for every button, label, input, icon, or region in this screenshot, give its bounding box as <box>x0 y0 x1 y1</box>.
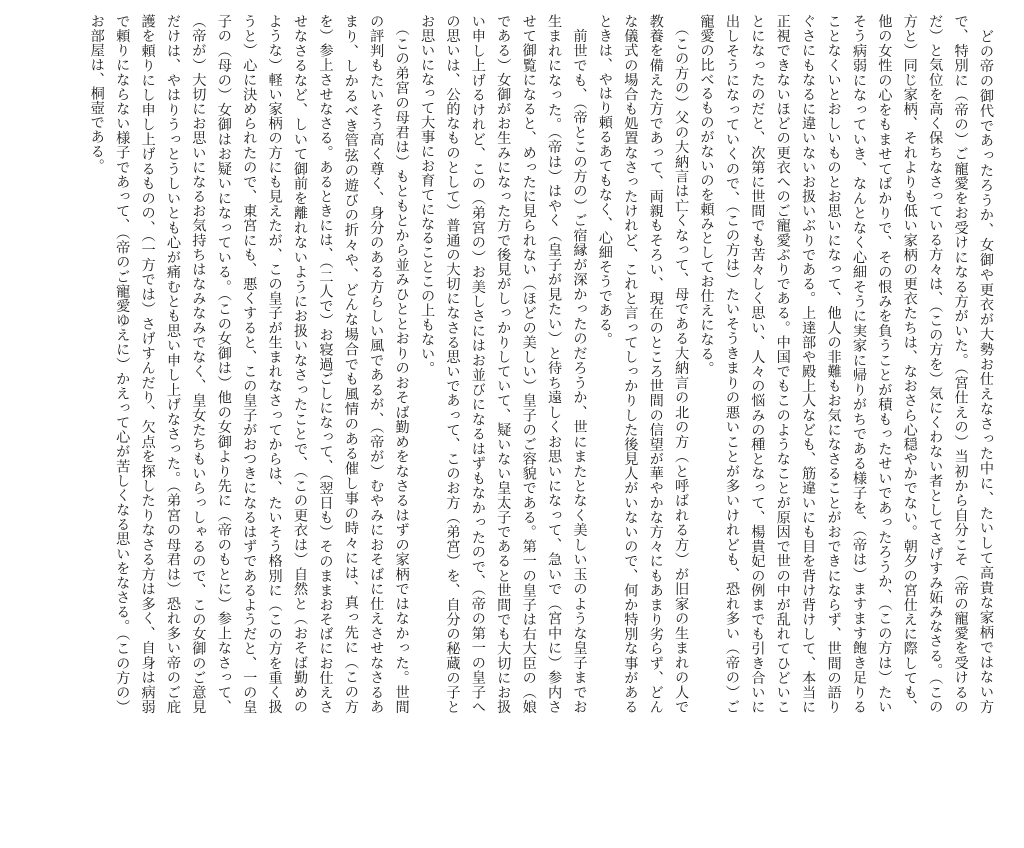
paragraph-1: どの帝の御代であったろうか、女御や更衣が大勢お仕えなさった中に、たいして高貴な家柄ではない方で、特別に（帝の）ご寵愛をお受けになる方がいた。（宮仕えの）当初から自分こそ（帝の寵愛を受けるのだ）と気位を高く保ちなさっている方々は、（この方を）気にくわない者としてさげすみ妬みなさる。（この方と）同じ家柄、それよりも低い家柄の更衣たちは、なおさら心穏やかでない。朝夕の宮仕えに際しても、他の女性の心をもませてばかりで、その恨みを負うことが積もったせいであったろうか、（この方は）たいそう病弱になっていき、なんとなく心細そうに実家に帰りがちである様子を、（帝は）ますます飽き足りることなくいとおしいものとお思いになって、他人の非難もお気になさることがおできにならず、世間の語りぐさにもなるに違いないお扱いぶりである。上達部や殿上人なども、筋違いにも目を背け背けして、本当に正視できないほどの更衣へのご寵愛ぶりである。中国でもこのようなことが原因で世の中が乱れてひどいことになったのだと、次第に世間でも苦々しく思い、人々の悩みの種となって、楊貴妃の例までも引き合いに出しそうになっていくので、（この方は）たいそうきまりの悪いことが多いけれども、恐れ多い（帝の）ご寵愛の比べるものがないのを頼みとしてお仕えになる。 <box>698 14 994 714</box>
paragraph-3: 前世でも、（帝とこの方の）ご宿縁が深かったのだろうか、世にまたとなく美しい玉のような皇子までお生まれになった。（帝は）はやく（皇子が見たい）と待ち遠しくお思いになって、急いで（宮中に）参内させて御覧になると、めったに見られない（ほどの美しい）皇子のご容貌である。第一の皇子は右大臣の（娘である）女御がお生みになった方で後見がしっかりしていて、疑いない皇太子であると世間でも大切にお扱い申し上げるけれど、この（弟宮の）お美しさにはお並びになるはずもなかったので、（帝の第一の皇子への思いは、公的なものとして）普通の大切になさる思いであって、このお方（弟宮）を、自分の秘蔵の子とお思いになって大事にお育てになることこの上もない。 <box>419 14 588 714</box>
vertical-text-body <box>13 14 998 714</box>
paragraph-4: （この弟宮の母君は）もともとから並みひととおりのおそば勤めをなさるはずの家柄ではなかった。世間の評判もたいそう高く尊く、身分のある方らしい風であるが、（帝が）むやみにおそばに仕えさせなさるあまり、しかるべき管弦の遊びの折々や、どんな場合でも風情のある催し事の時々には、真っ先に（この方を）参上させなさる。あるときには、（二人で）お寝過ごしになって、（翌日も）そのままおそばにお仕えさせなさるなど、しいて御前を離れないようにお扱いなさったことで、（この更衣は）自然と（おそば勤めのような）軽い家柄の方にも見えたが、この皇子が生まれなさってからは、たいそう格別に（この方を重く扱うと）心に決められたので、東宮にも、悪くすると、この皇子がおつきになるはずであるようだと、一の皇子の（母の）女御はお疑いになっている。（この女御は）他の女御より先に（帝のもとに）参上なさって、（帝が）大切にお思いになるお気持ちはなみなみでなく、皇女たちもいらっしゃるので、この女御のご意見だけは、やはりうっとうしいとも心が痛むとも思い申し上げなさった。（弟宮の母君は）恐れ多い帝のご庇護を頼りにし申し上げるものの、（一方では）さげすんだり、欠点を探したりなさる方は多く、自身は病弱で頼りにならない様子であって、（帝のご寵愛ゆえに）かえって心が苦しくなる思いをなさる。（この方の）お部屋は、桐壺である。 <box>88 14 410 714</box>
paragraph-2: （この方の）父の大納言は亡くなって、母である大納言の北の方（と呼ばれる方）が旧家の生まれの人で教養を備えた方であって、両親もそろい、現在のところ世間の信望が華やかな方々にもあまり劣らず、どんな儀式の場合も処置なさったけれど、これと言ってしっかりした後見人がいないので、何か特別な事があるときは、やはり頼るあてもなく、心細そうである。 <box>596 14 690 714</box>
